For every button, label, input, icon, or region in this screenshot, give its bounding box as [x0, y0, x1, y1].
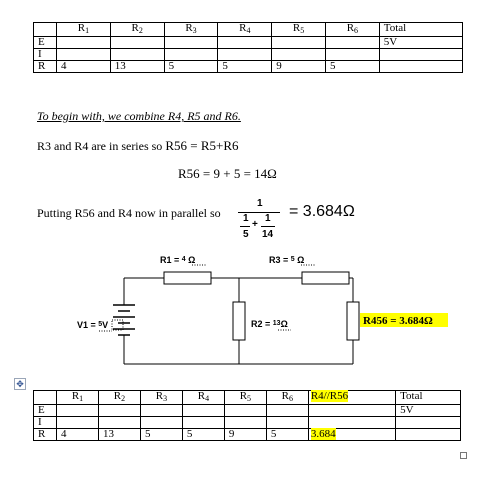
fraction-numerator: 1 — [257, 198, 263, 209]
table-cell — [224, 417, 266, 429]
resistor-r2 — [233, 302, 245, 340]
header-cell: $R_3$ — [164, 23, 218, 37]
fraction-small-num-2: 1 — [265, 213, 271, 224]
table-row — [34, 405, 461, 417]
table-cell: 4 — [57, 429, 99, 441]
v1-label: V1 = $^5$V — [77, 320, 109, 330]
table-cell: 13 — [98, 429, 140, 441]
parallel-statement: Putting R56 and R4 now in parallel so — [37, 206, 221, 220]
series-equation: R56 = R5+R6 — [165, 138, 239, 153]
table-cell: 5 — [182, 429, 224, 441]
r456-label: R456 = 3.684Ω — [363, 315, 433, 327]
table-cell: 5 — [325, 61, 379, 73]
table-cell: 5 — [164, 61, 218, 73]
table-cell — [140, 417, 182, 429]
header-cell-total: Total — [379, 23, 462, 37]
table-cell: 9 — [224, 429, 266, 441]
resistance-table-combined — [33, 390, 461, 441]
table-cell: 5 — [266, 429, 308, 441]
table-cell — [140, 405, 182, 417]
intro-text: To begin with, we combine R4, R5 and R6. — [37, 109, 241, 123]
header-cell-combined: R4//R56 — [308, 391, 395, 405]
table-cell-total — [396, 417, 461, 429]
table-row — [34, 417, 461, 429]
header-cell: $R_3$ — [140, 391, 182, 405]
r2-label: R2 = $^{13}$Ω — [251, 319, 288, 329]
table-cell-total: 5V — [396, 405, 461, 417]
table-cell — [182, 417, 224, 429]
table-cell — [266, 405, 308, 417]
fraction-small-den-2: 14 — [262, 229, 274, 240]
resistor-r456 — [347, 302, 359, 340]
row-label: R — [34, 61, 57, 73]
r3-label: R3 = $^5$ Ω — [269, 255, 305, 265]
table-row — [34, 429, 461, 441]
r56-calculation: R56 = 9 + 5 = 14Ω — [178, 166, 277, 181]
table-cell — [308, 405, 395, 417]
parallel-result: = 3.684Ω — [289, 203, 355, 220]
table-cell: 5 — [218, 61, 272, 73]
resistor-r1 — [164, 272, 211, 284]
fraction-small-num-1: 1 — [243, 213, 249, 224]
table-header-row — [34, 391, 461, 405]
series-prefix: R3 and R4 are in series so — [37, 139, 166, 153]
move-handle-icon[interactable]: ✥ — [14, 378, 26, 390]
header-cell: $R_5$ — [224, 391, 266, 405]
header-cell: $R_2$ — [110, 23, 164, 37]
header-cell: $R_5$ — [272, 23, 326, 37]
header-cell: $R_1$ — [57, 23, 111, 37]
table-cell: 13 — [110, 61, 164, 73]
header-cell: $R_1$ — [57, 391, 99, 405]
r1-label: R1 = $^4$ Ω — [160, 255, 196, 265]
table-cell — [266, 417, 308, 429]
header-cell — [34, 391, 57, 405]
header-cell: $R_2$ — [98, 391, 140, 405]
header-cell: $R_4$ — [182, 391, 224, 405]
table-cell-total: 5V — [379, 37, 462, 49]
row-label: I — [34, 417, 57, 429]
resize-handle-icon[interactable] — [460, 452, 467, 459]
header-cell-total: Total — [396, 391, 461, 405]
fraction-small-den-1: 5 — [243, 229, 249, 240]
table-cell-combined-value: 3.684 — [308, 429, 395, 441]
row-label: R — [34, 429, 57, 441]
table-cell — [57, 417, 99, 429]
row-label: E — [34, 405, 57, 417]
table-cell — [308, 417, 395, 429]
table-cell — [182, 405, 224, 417]
table-cell: 5 — [140, 429, 182, 441]
table-cell: 9 — [272, 61, 326, 73]
header-cell: $R_6$ — [325, 23, 379, 37]
table-cell — [98, 405, 140, 417]
row-label: E — [34, 37, 57, 49]
fraction-plus: + — [252, 219, 258, 230]
table-cell — [98, 417, 140, 429]
resistor-r3 — [302, 272, 349, 284]
table-cell: 4 — [57, 61, 111, 73]
table-cell — [224, 405, 266, 417]
row-label: I — [34, 49, 57, 61]
header-cell: $R_4$ — [218, 23, 272, 37]
table-cell — [57, 405, 99, 417]
header-cell: $R_6$ — [266, 391, 308, 405]
table-cell-total — [396, 429, 461, 441]
